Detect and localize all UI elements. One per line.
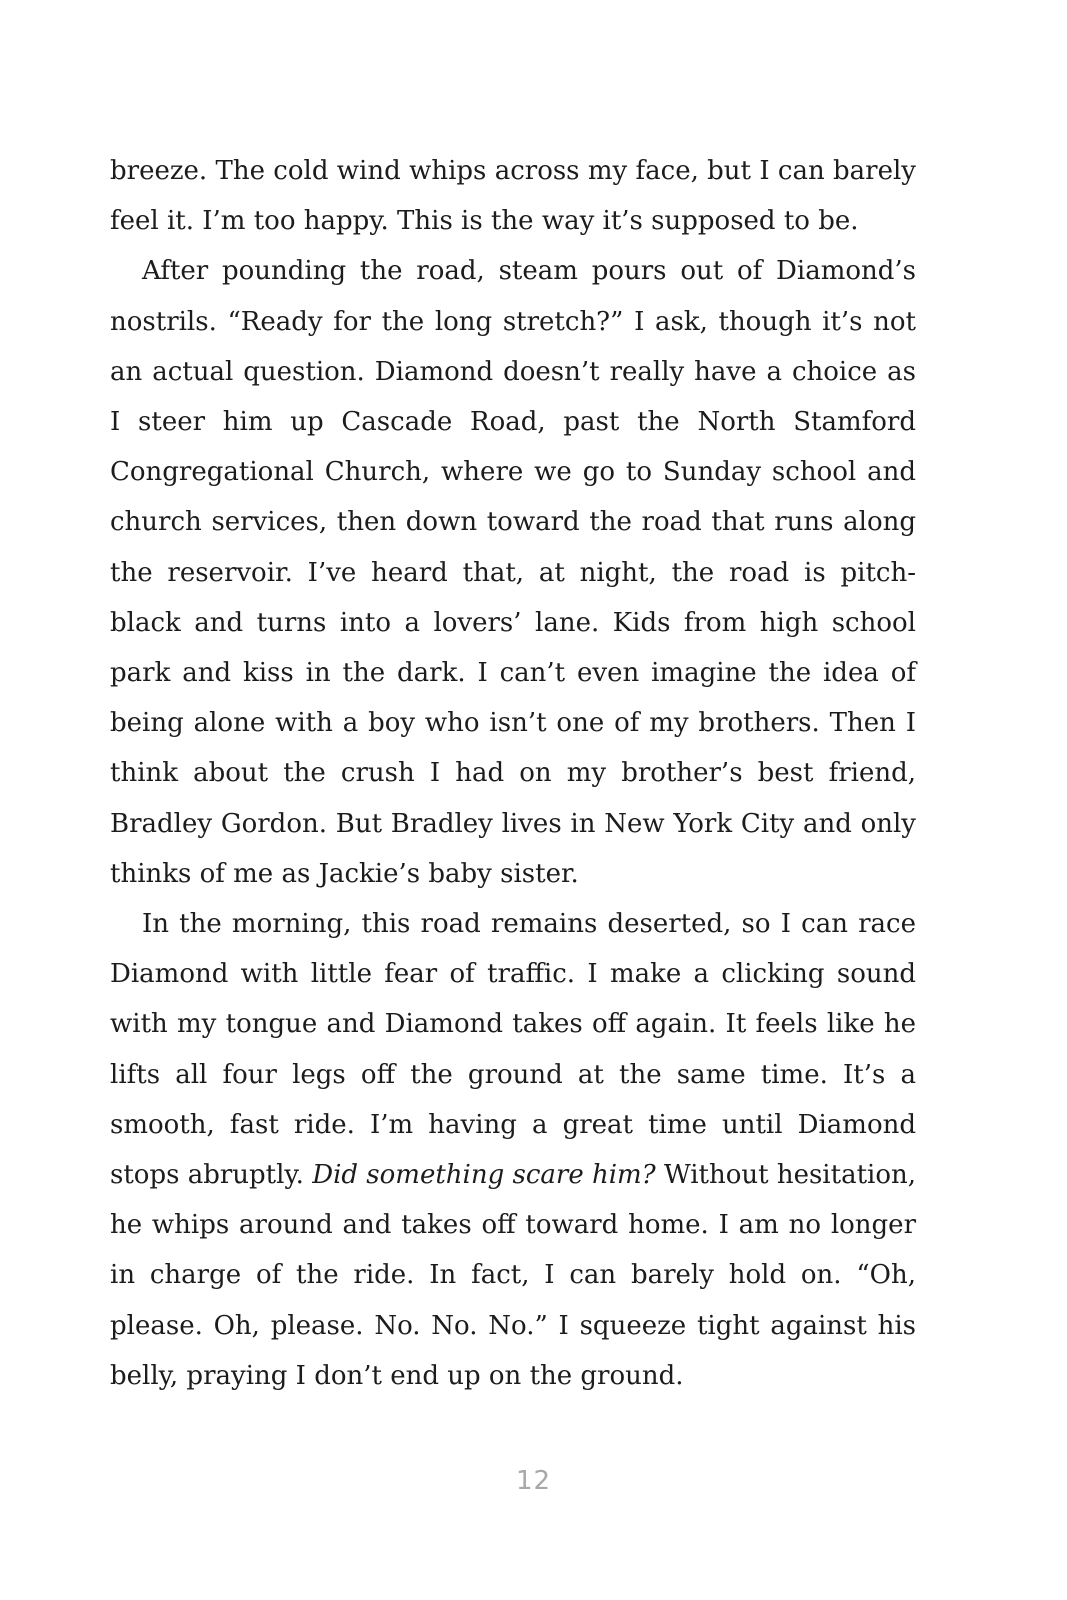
paragraph-3-part-2: Without hesitation, he whips around and takes off toward home. I am no longer in charge of the ride. In fact, I can barely hold on. “Oh, please. Oh, please. No. No. No.” I squeeze tight against his belly, praying I don’t end up on the ground. [110, 1160, 916, 1391]
body-text [110, 146, 916, 1401]
paragraph-3 [110, 899, 916, 1401]
paragraph-2: After pounding the road, steam pours out of Diamond’s nostrils. “Ready for the long stretch?” I ask, though it’s not an actual question. Diamond doesn’t really have a choice as I steer him up Cascade Road, past the North Stamford Congregational Church, where we go to Sunday school and church services, then down toward the road that runs along the reservoir. I’ve heard that, at night, the road is pitch-black and turns into a lovers’ lane. Kids from high school park and kiss in the dark. I can’t even imagine the idea of being alone with a boy who isn’t one of my brothers. Then I think about the crush I had on my brother’s best friend, Bradley Gordon. But Bradley lives in New York City and only thinks of me as Jackie’s baby sister. [110, 256, 916, 889]
paragraph-3-italic-thought: Did something scare him? [312, 1160, 656, 1191]
paragraph-1: breeze. The cold wind whips across my face, but I can barely feel it. I’m too happy. This is the way it’s supposed to be. [110, 156, 916, 237]
paragraph-3-part-1: In the morning, this road remains deserted, so I can race Diamond with little fear of traffic. I make a clicking sound with my tongue and Diamond takes off again. It feels like he lifts all four legs off the ground at the same time. It’s a smooth, fast ride. I’m having a great time until Diamond stops abruptly. [110, 909, 916, 1191]
page-number: 12 [515, 1466, 552, 1496]
